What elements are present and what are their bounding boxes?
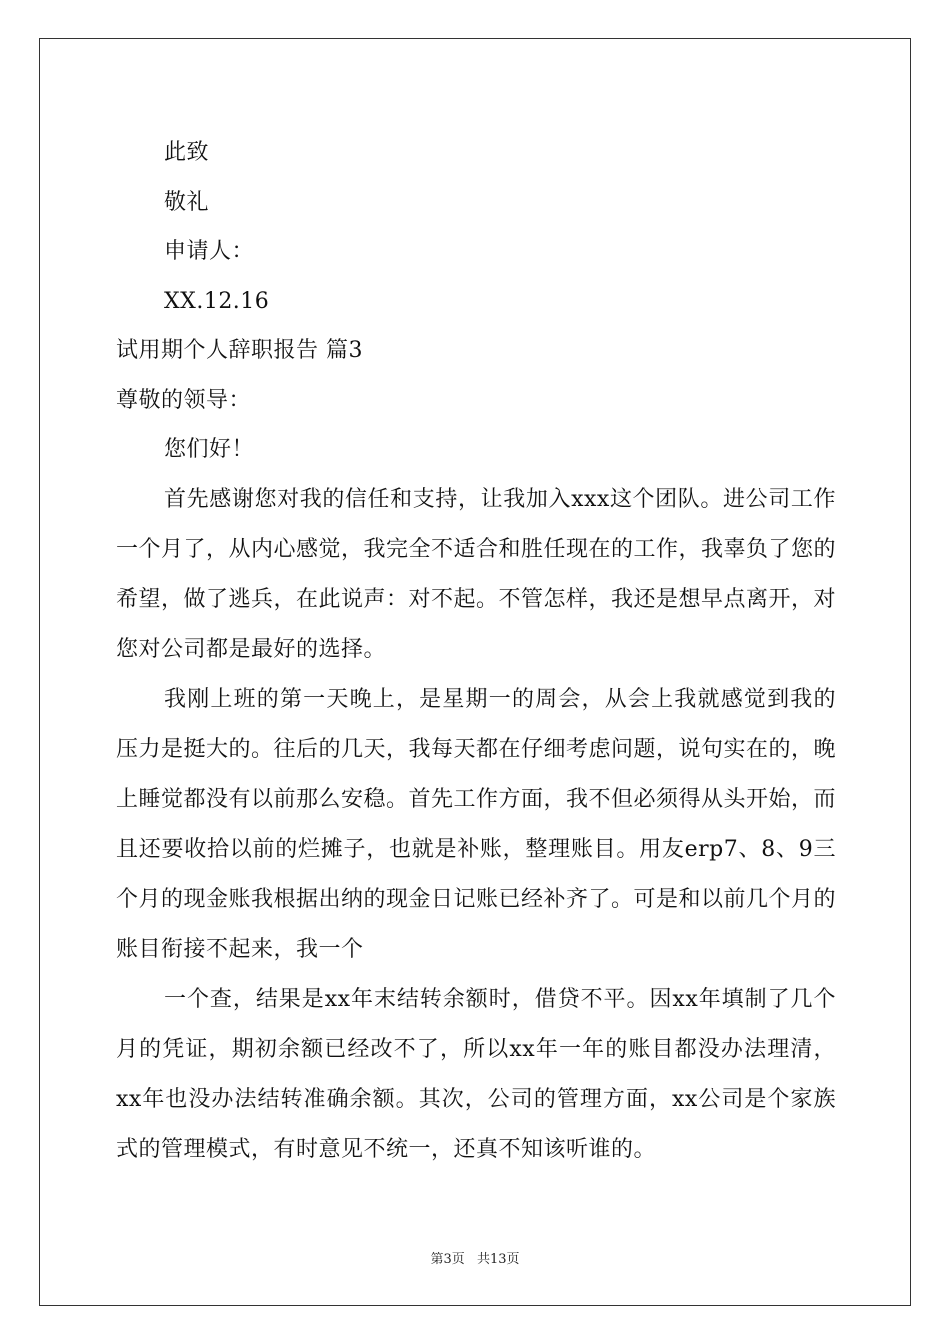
greeting-recipient: 尊敬的领导： <box>116 387 252 413</box>
document-body <box>116 128 836 1175</box>
applicant-label: 申请人： <box>164 239 255 264</box>
page-total: 共13页 <box>476 1252 520 1267</box>
greeting-hello: 您们好！ <box>164 437 255 462</box>
page-footer <box>0 1248 950 1267</box>
page-number: 第3页 <box>430 1252 465 1267</box>
closing-salutation: 此致 <box>164 140 210 165</box>
body-paragraph-2: 我刚上班的第一天晚上，是星期一的周会，从会上我就感觉到我的压力是挺大的。往后的几天，我每天都在仔细考虑问题，说句实在的，晚上睡觉都没有以前那么安稳。首先工作方面，我不但必须得从头开始，而且还要收拾以前的烂摊子，也就是补账，整理账目。用友erp7、8、9三个月的现金账我根据出纳的现金日记账已经补齐了。可是和以前几个月的账目衔接不起来，我一个 <box>116 686 837 962</box>
body-paragraph-1: 首先感谢您对我的信任和支持，让我加入xxx这个团队。进公司工作一个月了，从内心感觉，我完全不适合和胜任现在的工作，我辜负了您的希望，做了逃兵，在此说声：对不起。不管怎样，我还是想早点离开，对您对公司都是最好的选择。 <box>116 486 837 662</box>
section-title: 试用期个人辞职报告 篇3 <box>116 338 363 363</box>
letter-date: XX.12.16 <box>164 288 270 314</box>
body-paragraph-3: 一个查，结果是xx年末结转余额时，借贷不平。因xx年填制了几个月的凭证，期初余额已经改不了，所以xx年一年的账目都没办法理清，xx年也没办法结转准确余额。其次，公司的管理方面，xx公司是个家族式的管理模式，有时意见不统一，还真不知该听谁的。 <box>116 986 836 1162</box>
closing-regards: 敬礼 <box>164 189 210 215</box>
